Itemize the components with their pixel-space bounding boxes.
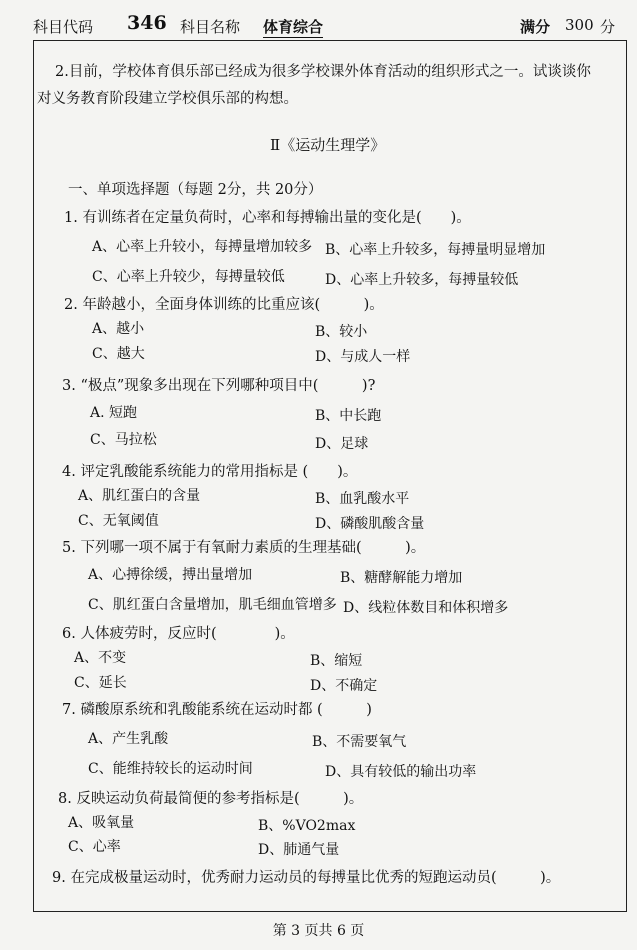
option-d: D、与成人一样 bbox=[315, 349, 411, 365]
option-d: D、心率上升较多，每搏量较低 bbox=[325, 272, 519, 288]
subject-code-value: 346 bbox=[127, 12, 167, 34]
option-c: C、心率上升较少，每搏量较低 bbox=[92, 269, 285, 285]
option-d: D、肺通气量 bbox=[258, 842, 340, 858]
option-b: B、不需要氧气 bbox=[312, 734, 407, 750]
question-stem: 7. 磷酸原系统和乳酸能系统在运动时都 ( ) bbox=[62, 702, 372, 718]
option-a: A、越小 bbox=[92, 321, 145, 337]
option-a: A、产生乳酸 bbox=[88, 731, 169, 747]
question-stem: 6. 人体疲劳时，反应时( )。 bbox=[62, 626, 295, 642]
subject-name-value: 体育综合 bbox=[263, 18, 324, 36]
option-c: C、越大 bbox=[92, 346, 145, 362]
option-b: B、中长跑 bbox=[315, 408, 382, 424]
option-b: B、血乳酸水平 bbox=[315, 491, 410, 507]
option-b: B、较小 bbox=[315, 324, 368, 340]
option-d: D、磷酸肌酸含量 bbox=[315, 516, 425, 532]
full-score-label: 满分 bbox=[520, 18, 551, 36]
option-d: D、不确定 bbox=[310, 678, 378, 694]
option-a: A、心率上升较小，每搏量增加较多 bbox=[92, 239, 313, 255]
question-stem: 4. 评定乳酸能系统能力的常用指标是 ( )。 bbox=[62, 464, 358, 480]
option-a: A、心搏徐缓，搏出量增加 bbox=[88, 567, 253, 583]
question-stem: 9. 在完成极量运动时，优秀耐力运动员的每搏量比优秀的短跑运动员( )。 bbox=[52, 870, 561, 886]
question-stem: 8. 反映运动负荷最简便的参考指标是( )。 bbox=[58, 791, 364, 807]
option-c: C、肌红蛋白含量增加，肌毛细血管增多 bbox=[88, 597, 337, 613]
option-a: A. 短跑 bbox=[90, 405, 138, 421]
full-score-unit: 分 bbox=[600, 18, 616, 36]
question-stem: 3. “极点”现象多出现在下列哪种项目中( )? bbox=[62, 378, 376, 394]
option-c: C、马拉松 bbox=[90, 432, 157, 448]
question-stem: 2. 年龄越小，全面身体训练的比重应该( )。 bbox=[64, 297, 384, 313]
page-number: 第 3 页共 6 页 bbox=[272, 923, 365, 939]
question-stem: 1. 有训练者在定量负荷时，心率和每搏输出量的变化是( )。 bbox=[64, 210, 471, 226]
option-b: B、糖酵解能力增加 bbox=[340, 570, 463, 586]
option-b: B、心率上升较多，每搏量明显增加 bbox=[325, 242, 546, 258]
option-c: C、无氧阈值 bbox=[78, 513, 159, 529]
intro-line-1: 2.目前，学校体育俱乐部已经成为很多学校课外体育活动的组织形式之一。试谈谈你 bbox=[55, 64, 591, 80]
option-b: B、缩短 bbox=[310, 653, 363, 669]
option-d: D、具有较低的输出功率 bbox=[325, 764, 477, 780]
subject-code-label: 科目代码 bbox=[33, 18, 94, 36]
intro-line-2: 对义务教育阶段建立学校俱乐部的构想。 bbox=[37, 91, 298, 107]
option-a: A、吸氧量 bbox=[68, 815, 135, 831]
option-d: D、线粒体数目和体积增多 bbox=[343, 600, 509, 616]
option-c: C、能维持较长的运动时间 bbox=[88, 761, 253, 777]
section-title: Ⅱ《运动生理学》 bbox=[270, 136, 386, 154]
option-a: A、不变 bbox=[74, 650, 127, 666]
option-b: B、%VO2max bbox=[258, 818, 356, 834]
question-stem: 5. 下列哪一项不属于有氧耐力素质的生理基础( )。 bbox=[62, 540, 426, 556]
option-c: C、心率 bbox=[68, 839, 121, 855]
option-a: A、肌红蛋白的含量 bbox=[78, 488, 201, 504]
option-d: D、足球 bbox=[315, 436, 369, 452]
option-c: C、延长 bbox=[74, 675, 127, 691]
subject-name-label: 科目名称 bbox=[180, 18, 241, 36]
full-score-value: 300 bbox=[565, 16, 594, 34]
part-title: 一、单项选择题（每题 2分，共 20分） bbox=[68, 182, 323, 198]
